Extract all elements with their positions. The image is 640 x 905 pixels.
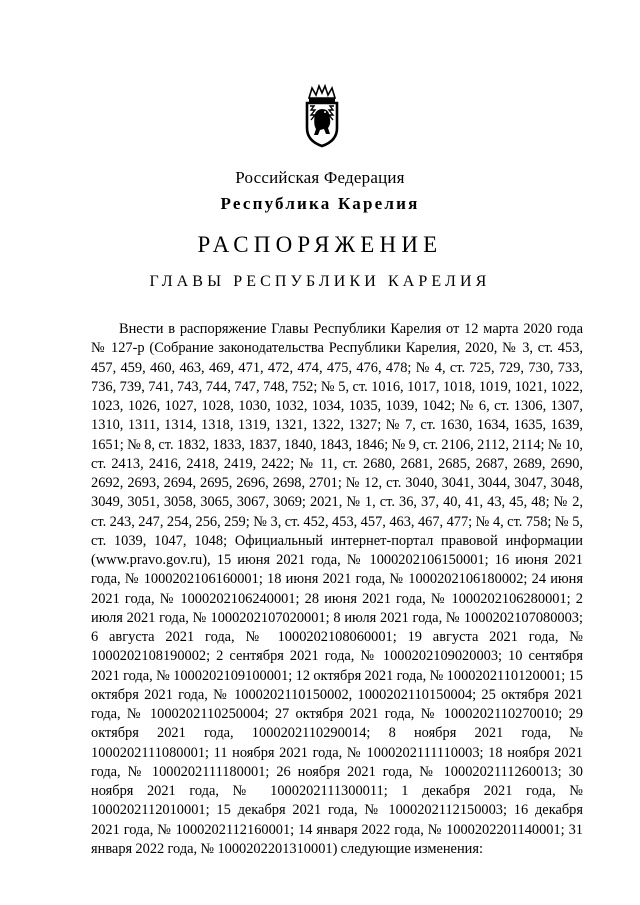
issuer-subtitle: ГЛАВЫ РЕСПУБЛИКИ КАРЕЛИЯ (149, 273, 491, 290)
body-paragraph: Внести в распоряжение Главы Республики Карелия от 12 марта 2020 года № 127-р (Собрание законодательства Республики Карелия, 2020, № 3, ст. 453, 457, 459, 460, 463, 469, 471, 472, 474, 475, 476, 478; № 4, ст. 725, 729, 730, 733, 736, 739, 741, 743, 744, 747, 748, 752; № 5, ст. 1016, 1017, 1018, 1019, 1021, 1022, 1023, 1026, 1027, 1028, 1030, 1032, 1034, 1035, 1039, 1042; № 6, ст. 1306, 1307, 1310, 1311, 1314, 1318, 1319, 1321, 1322, 1327; № 7, ст. 1630, 1634, 1635, 1639, 1651; № 8, ст. 1832, 1833, 1837, 1840, 1843, 1846; № 9, ст. 2106, 2112, 2114; № 10, ст. 2413, 2416, 2418, 2419, 2422; № 11, ст. 2680, 2681, 2685, 2687, 2689, 2690, 2692, 2693, 2694, 2695, 2696, 2698, 2701; № 12, ст. 3040, 3041, 3044, 3047, 3048, 3049, 3051, 3058, 3065, 3067, 3069; 2021, № 1, ст. 36, 37, 40, 41, 43, 45, 48; № 2, ст. 243, 247, 254, 256, 259; № 3, ст. 452, 453, 457, 463, 467, 477; № 4, ст. 758; № 5, ст. 1039, 1047, 1048; Официальный интернет-портал правовой информации (www.pravo.gov.ru), 15 июня 2021 года, № 1000202106150001; 16 июня 2021 года, № 1000202106160001; 18 июня 2021 года, № 1000202106180002; 24 июня 2021 года, № 1000202106240001; 28 июня 2021 года, № 1000202106280001; 2 июля 2021 года, № 1000202107020001; 8 июля 2021 года, № 1000202107080003; 6 августа 2021 года, № 1000202108060001; 19 августа 2021 года, № 1000202108190002; 2 сентября 2021 года, № 1000202109020003; 10 сентября 2021 года, № 1000202109100001; 12 октября 2021 года, № 1000202110120001; 15 октября 2021 года, № 1000202110150002, 1000202110150004; 25 октября 2021 года, № 1000202110250004; 27 октября 2021 года, № 1000202110270010; 29 октября 2021 года, 1000202110290014; 8 ноября 2021 года, № 1000202111080001; 11 ноября 2021 года, № 1000202111110003; 18 ноября 2021 года, № 1000202111180001; 26 ноября 2021 года, № 1000202111260013; 30 ноября 2021 года, № 1000202111300011; 1 декабря 2021 года, № 1000202112010001; 15 декабря 2021 года, № 1000202112150003; 16 декабря 2021 года, № 1000202112160001; 14 января 2022 года, № 1000202201140001; 31 января 2022 года, № 1000202201310001) следующие изменения: (91, 321, 583, 857)
country-name: Российская Федерация (235, 168, 405, 187)
karelia-coat-of-arms-icon (303, 84, 341, 148)
document-type-title: РАСПОРЯЖЕНИЕ (197, 232, 443, 257)
republic-name: Республика Карелия (220, 194, 420, 213)
